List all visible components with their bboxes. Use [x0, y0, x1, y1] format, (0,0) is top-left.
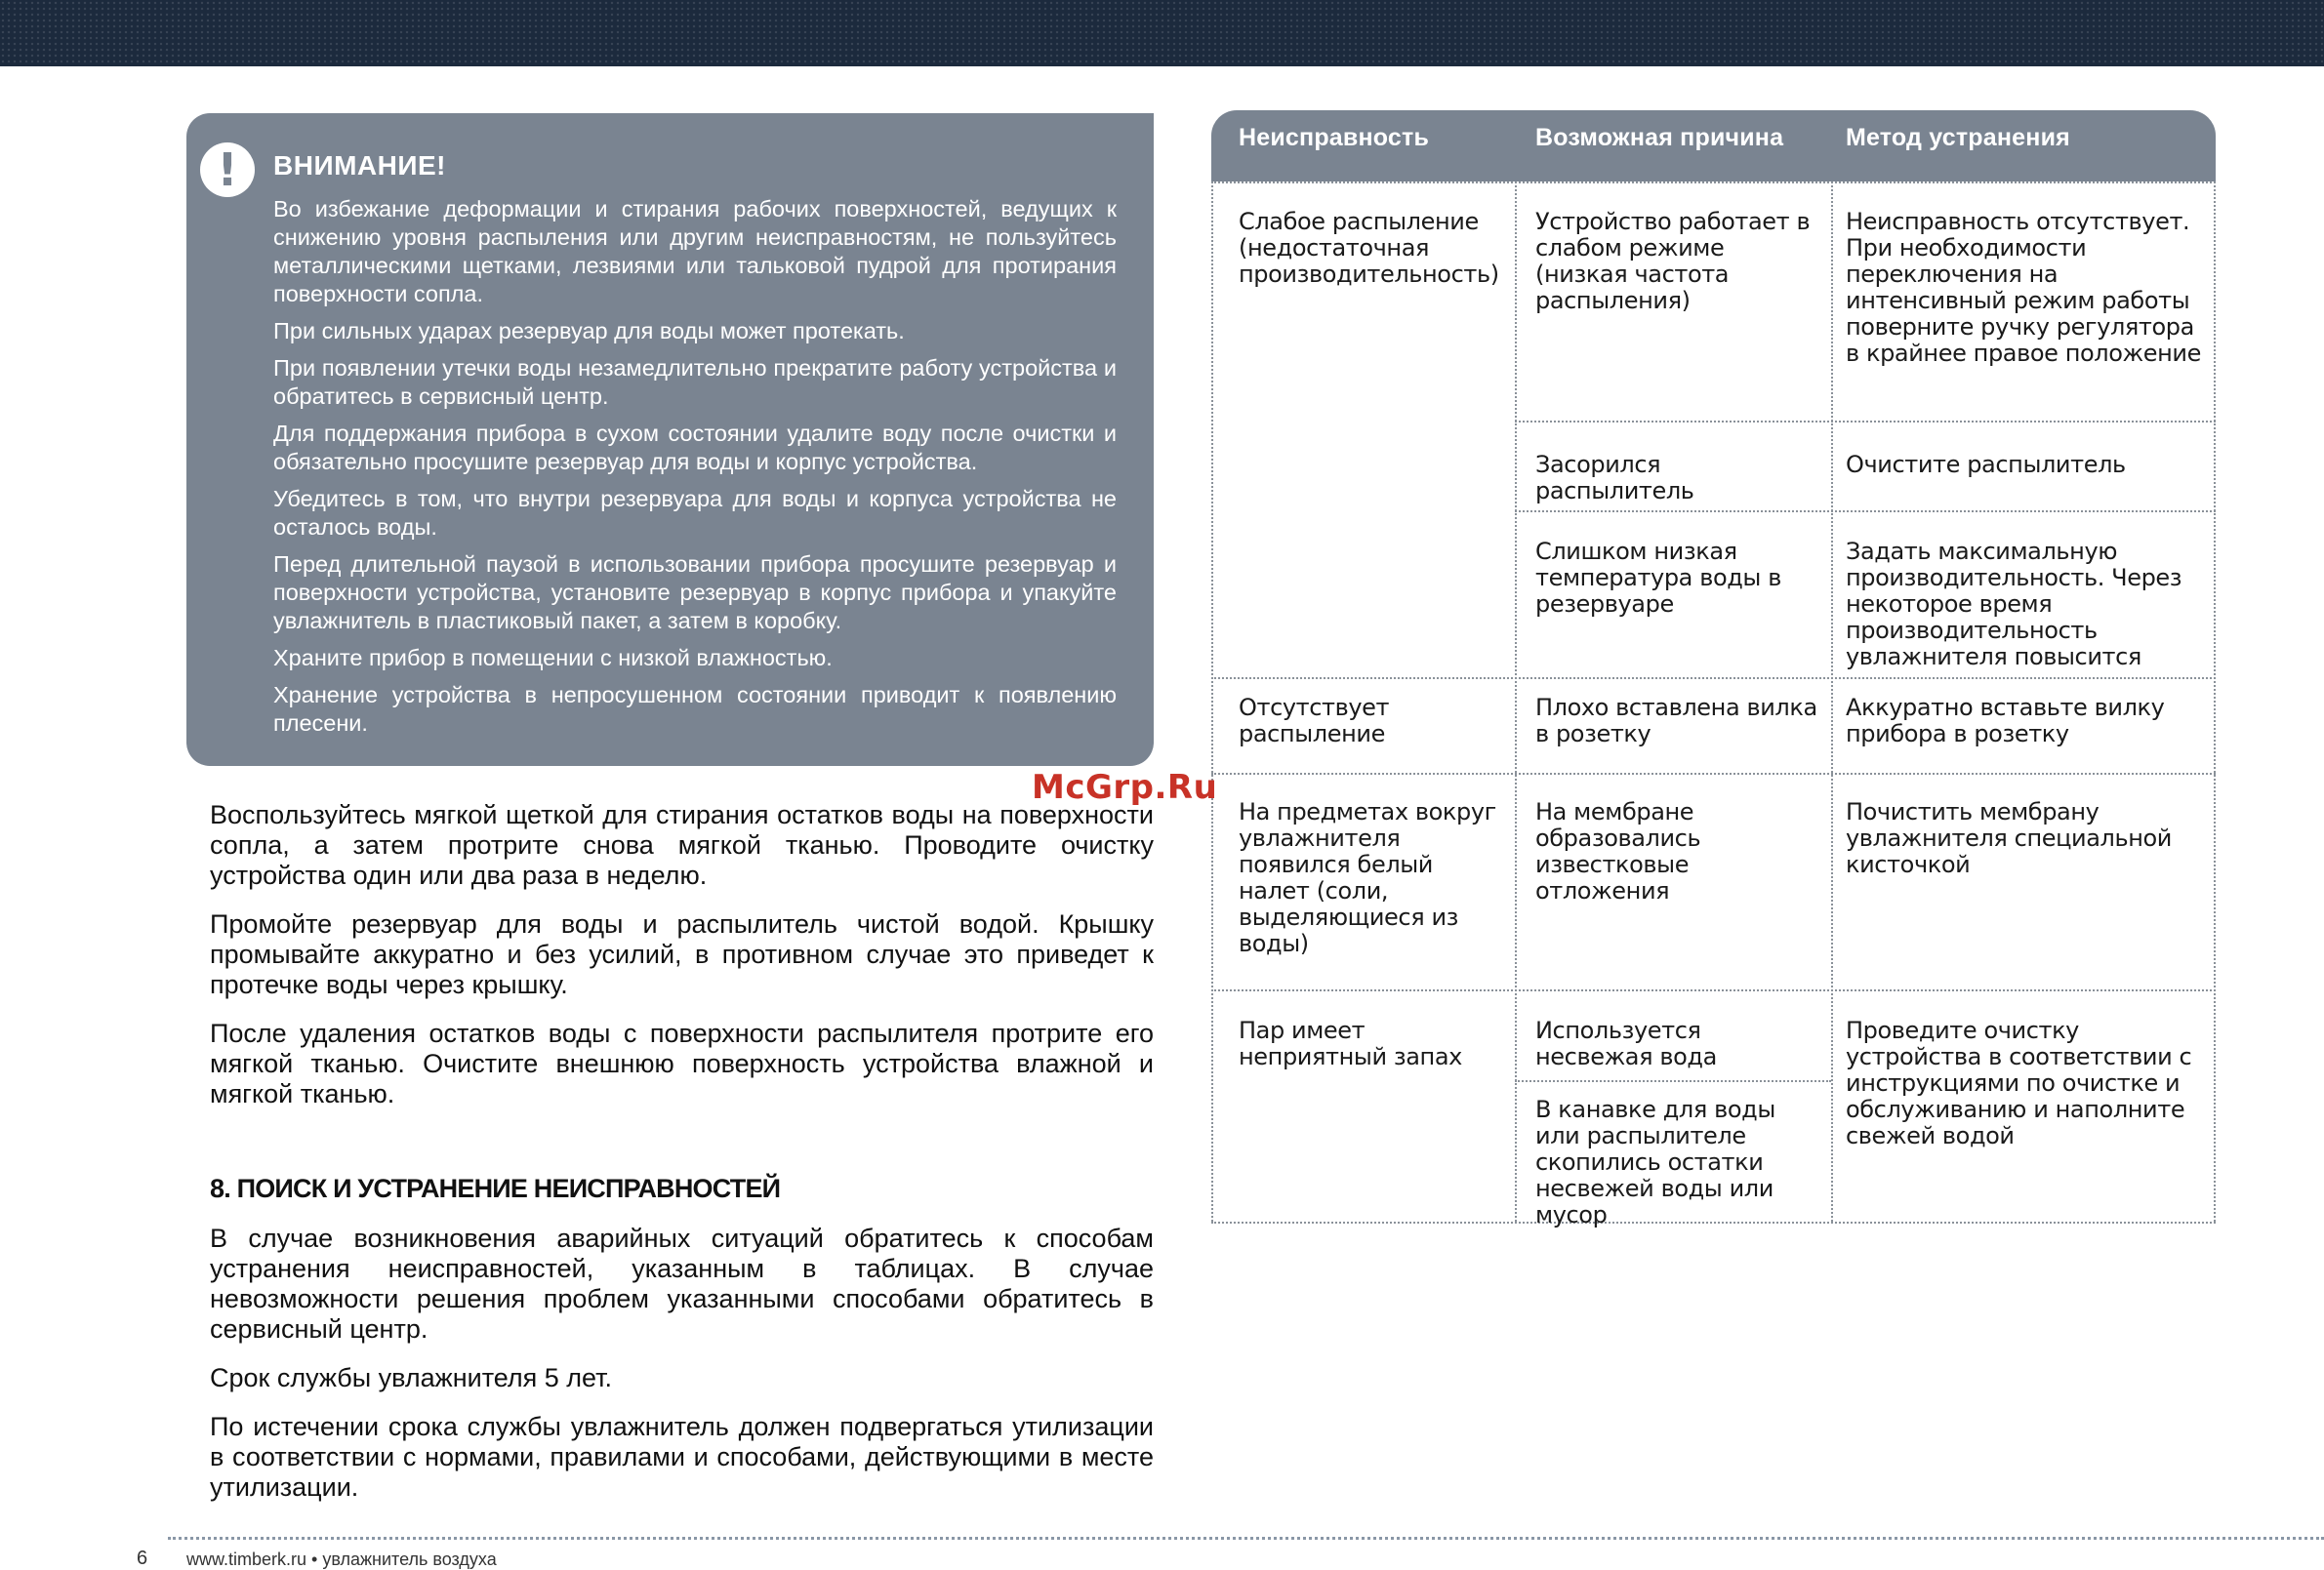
warning-paragraph: Для поддержания прибора в сухом состоянии удалите воду после очистки и обязательно просушите резервуар для воды и корпус устройства. — [273, 421, 1117, 474]
column-divider — [1211, 181, 1213, 1222]
page-number: 6 — [137, 1548, 148, 1569]
care-paragraph: Воспользуйтесь мягкой щеткой для стирания остатков воды на поверхности сопла, а затем протрите снова мягкой тканью. Проводите очистку устройства один или два раза в неделю. — [210, 800, 1154, 890]
row-divider — [1515, 1080, 1831, 1082]
solution-cell: Очистите распылитель — [1846, 451, 2126, 478]
section-paragraph: Срок службы увлажнителя 5 лет. — [210, 1363, 613, 1392]
footer-text: www.timberk.ru • увлажнитель воздуха — [186, 1550, 497, 1569]
warning-paragraph: При появлении утечки воды незамедлительно прекратите работу устройства и обратитесь в сервисный центр. — [273, 355, 1117, 409]
troubleshooting-table — [1211, 110, 2216, 1227]
problem-cell: Пар имеет неприятный запах — [1239, 1017, 1462, 1070]
row-divider — [1211, 677, 2216, 679]
column-divider — [2214, 181, 2216, 1222]
solution-cell: Неисправность отсутствует. При необходимости переключения на интенсивный режим работы поверните ручку регулятора в крайнее правое положение — [1846, 208, 2201, 367]
problem-cell: Слабое распыление (недостаточная производительность) — [1239, 208, 1499, 288]
warning-box — [186, 113, 1154, 766]
row-divider — [1515, 421, 2216, 423]
solution-cell: Задать максимальную производительность. Через некоторое время производительность увлажнителя повысится — [1846, 538, 2182, 670]
cause-cell: Слишком низкая температура воды в резервуаре — [1535, 538, 1781, 618]
care-paragraph: После удаления остатков воды с поверхности распылителя протрите его мягкой тканью. Очистите внешнюю поверхность устройства влажной и мягкой тканью. — [210, 1019, 1154, 1108]
cause-cell: Используется несвежая вода — [1535, 1017, 1717, 1070]
cause-cell: В канавке для воды или распылителе скопились остатки несвежей воды или мусор — [1535, 1096, 1775, 1228]
header-bar — [0, 0, 2324, 66]
problem-cell: Отсутствует распыление — [1239, 694, 1390, 747]
solution-cell: Аккуратно вставьте вилку прибора в розетку — [1846, 694, 2165, 747]
footer-divider — [168, 1537, 2324, 1540]
row-divider — [1211, 989, 2216, 991]
exclamation-icon: ! — [200, 142, 255, 197]
solution-cell: Почистить мембрану увлажнителя специальной кисточкой — [1846, 798, 2173, 878]
cause-cell: Плохо вставлена вилка в розетку — [1535, 694, 1817, 747]
cause-cell: Засорился распылитель — [1535, 451, 1694, 504]
section-title: 8. ПОИСК И УСТРАНЕНИЕ НЕИСПРАВНОСТЕЙ — [210, 1174, 781, 1203]
cause-cell: На мембране образовались известковые отложения — [1535, 798, 1701, 905]
warning-title: ВНИМАНИЕ! — [273, 150, 446, 181]
warning-paragraph: Перед длительной паузой в использовании прибора просушите резервуар и поверхности устройства, установите резервуар в корпус прибора и упакуйте увлажнитель в пластиковый пакет, а затем в коробку. — [273, 551, 1117, 633]
warning-paragraph: Храните прибор в помещении с низкой влажностью. — [273, 645, 833, 670]
table-header — [1211, 110, 2216, 181]
section-paragraph: В случае возникновения аварийных ситуаций обратитесь к способам устранения неисправностей, указанным в таблицах. В случае невозможности решения проблем указанными способами обратитесь в сервисный центр. — [210, 1224, 1154, 1344]
care-instructions — [210, 800, 1154, 1128]
problem-cell: На предметах вокруг увлажнителя появился белый налет (соли, выделяющиеся из воды) — [1239, 798, 1496, 957]
care-paragraph: Промойте резервуар для воды и распылитель чистой водой. Крышку промывайте аккуратно и без усилий, в противном случае это приведет к протечке воды через крышку. — [210, 909, 1154, 999]
header-problem: Неисправность — [1239, 124, 1430, 151]
row-divider — [1515, 510, 2216, 512]
column-divider — [1515, 181, 1517, 1222]
warning-paragraph: Хранение устройства в непросушенном состоянии приводит к появлению плесени. — [273, 682, 1117, 736]
header-solution: Метод устранения — [1846, 124, 2070, 151]
section-body — [210, 1224, 1154, 1521]
warning-paragraph: Во избежание деформации и стирания рабочих поверхностей, ведущих к снижению уровня распыления или другим неисправностям, не пользуйтесь металлическими щетками, лезвиями или тальковой пудрой для протирания поверхности сопла. — [273, 196, 1117, 306]
column-divider — [1831, 181, 1833, 1222]
solution-cell: Проведите очистку устройства в соответствии с инструкциями по очистке и обслуживанию и наполните свежей водой — [1846, 1017, 2192, 1149]
watermark: McGrp.Ru — [1032, 768, 1218, 807]
cause-cell: Устройство работает в слабом режиме (низкая частота распыления) — [1535, 208, 1811, 314]
row-divider — [1211, 773, 2216, 775]
header-cause: Возможная причина — [1535, 124, 1784, 151]
warning-paragraph: При сильных ударах резервуар для воды может протекать. — [273, 318, 905, 343]
warning-body — [273, 195, 1117, 746]
warning-paragraph: Убедитесь в том, что внутри резервуара для воды и корпуса устройства не осталось воды. — [273, 486, 1117, 540]
row-divider — [1211, 181, 2216, 183]
section-paragraph: По истечении срока службы увлажнитель должен подвергаться утилизации в соответствии с нормами, правилами и способами, действующими в месте утилизации. — [210, 1412, 1154, 1502]
